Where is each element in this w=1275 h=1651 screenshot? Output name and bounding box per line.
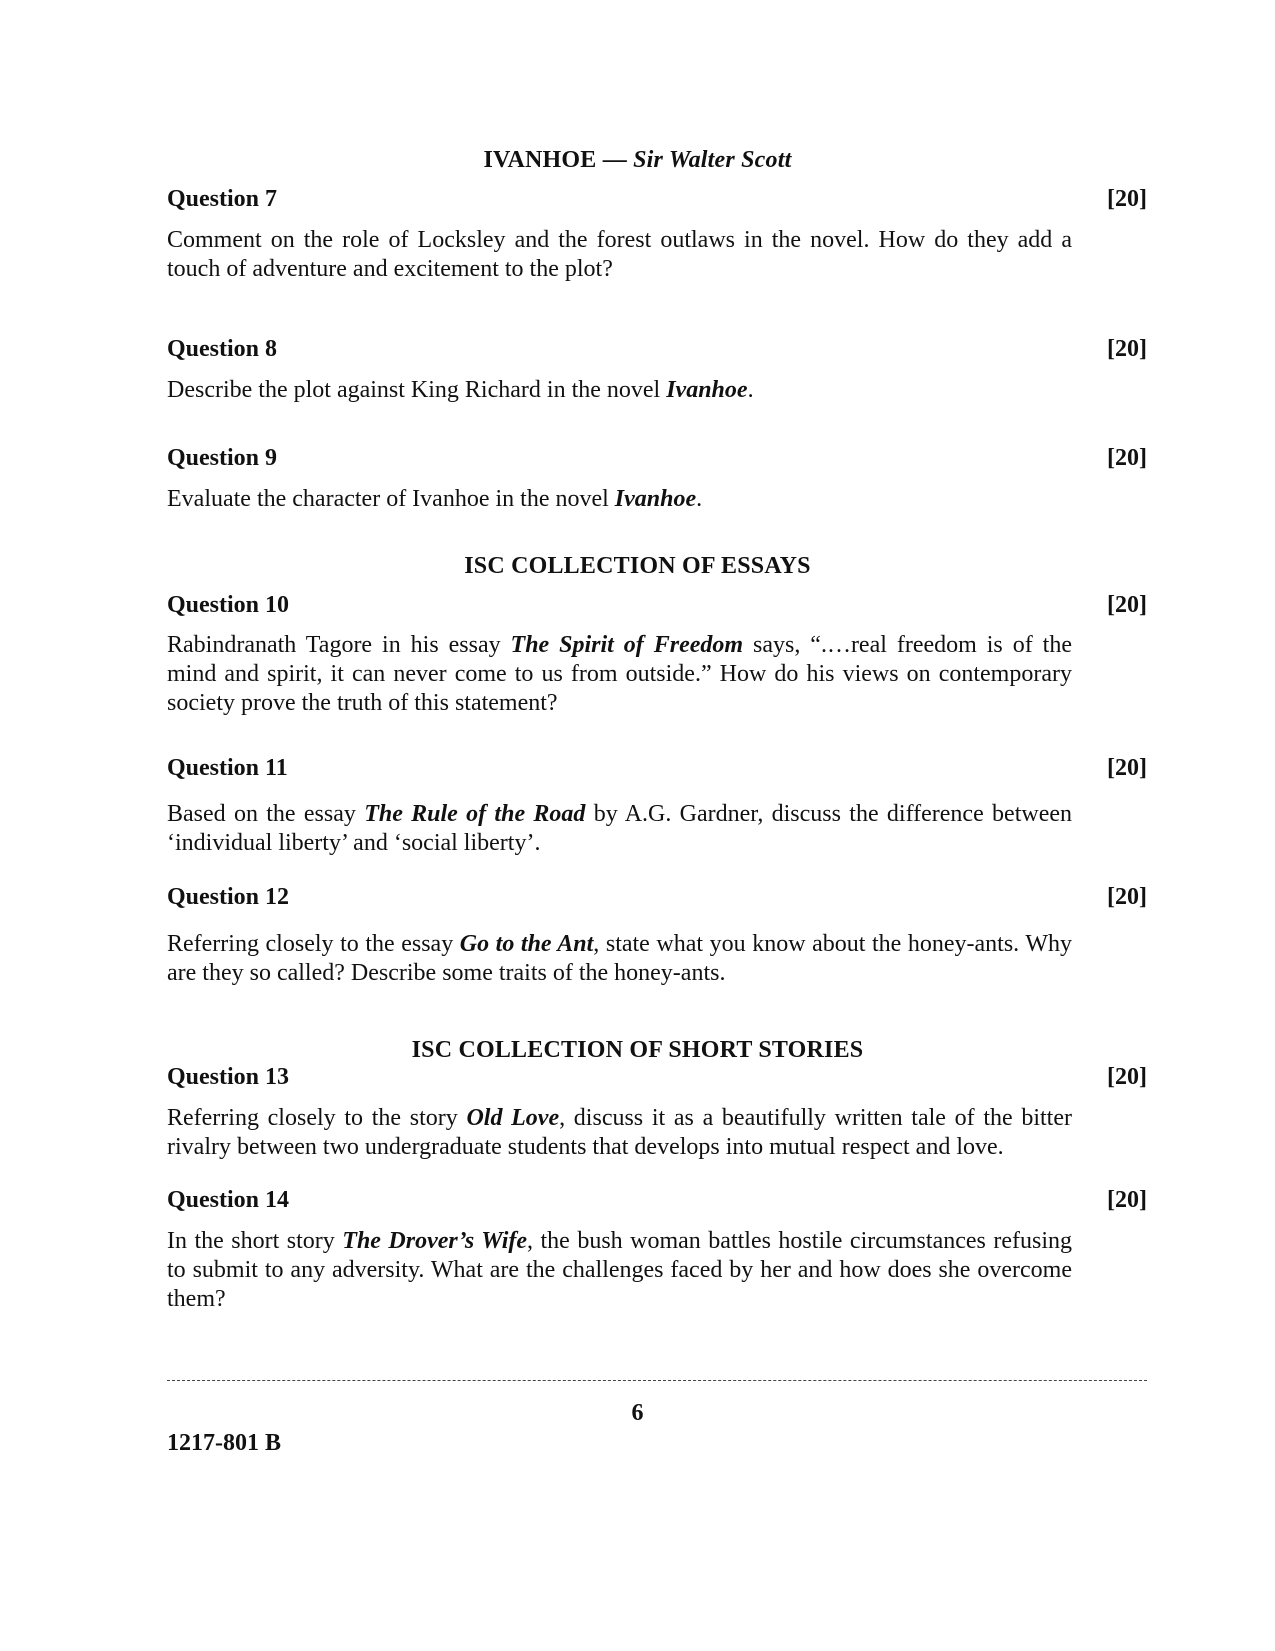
question-8-text: Describe the plot against King Richard in the novel Ivanhoe. xyxy=(167,377,754,403)
question-14-header xyxy=(167,1187,1147,1214)
paper-code: 1217-801 B xyxy=(167,1430,281,1456)
question-marks: [20] xyxy=(1107,445,1147,471)
question-label: Question 12 xyxy=(167,884,290,910)
question-marks: [20] xyxy=(1107,1064,1147,1090)
question-label: Question 8 xyxy=(167,336,278,362)
question-9-header xyxy=(167,445,1147,472)
question-marks: [20] xyxy=(1107,755,1147,781)
section-heading-stories: ISC COLLECTION OF SHORT STORIES xyxy=(411,1037,864,1063)
question-label: Question 9 xyxy=(167,445,278,471)
work-title: The Rule of the Road xyxy=(364,801,586,827)
title-dash: — xyxy=(602,147,627,173)
question-7-header xyxy=(167,186,1147,213)
work-title: The Spirit of Freedom xyxy=(510,632,744,658)
footer-separator xyxy=(167,1380,1147,1381)
question-9-text: Evaluate the character of Ivanhoe in the novel Ivanhoe. xyxy=(167,486,703,512)
page-number: 6 xyxy=(631,1400,644,1426)
question-label: Question 7 xyxy=(167,186,278,212)
question-marks: [20] xyxy=(1107,592,1147,618)
question-marks: [20] xyxy=(1107,336,1147,362)
question-marks: [20] xyxy=(1107,884,1147,910)
section-title: IVANHOE xyxy=(483,147,597,173)
question-label: Question 13 xyxy=(167,1064,290,1090)
question-12-text: Referring closely to the essay Go to the Ant, state what you know about the honey-ants. Why are they so called? Describe some traits of the honey-ants. xyxy=(167,931,1072,986)
work-title: Go to the Ant xyxy=(459,931,594,957)
question-7-text: Comment on the role of Locksley and the forest outlaws in the novel. How do they add a touch of adventure and excitement to the plot? xyxy=(167,227,1072,282)
question-8-header xyxy=(167,336,1147,363)
work-title: Ivanhoe xyxy=(666,377,748,403)
question-13-header xyxy=(167,1064,1147,1091)
question-label: Question 10 xyxy=(167,592,290,618)
question-14-text: In the short story The Drover’s Wife, the bush woman battles hostile circumstances refusing to submit to any adversity. What are the challenges faced by her and how does she overcome them? xyxy=(167,1228,1072,1312)
section-heading-ivanhoe xyxy=(0,147,1275,174)
question-13-text: Referring closely to the story Old Love, discuss it as a beautifully written tale of the bitter rivalry between two undergraduate students that develops into mutual respect and love. xyxy=(167,1105,1072,1160)
question-marks: [20] xyxy=(1107,1187,1147,1213)
question-label: Question 11 xyxy=(167,755,288,781)
question-11-text: Based on the essay The Rule of the Road by A.G. Gardner, discuss the difference between ‘individual liberty’ and ‘social liberty’. xyxy=(167,801,1072,856)
work-title: Old Love xyxy=(466,1105,560,1131)
question-marks: [20] xyxy=(1107,186,1147,212)
question-10-text: Rabindranath Tagore in his essay The Spirit of Freedom says, “.…real freedom is of the mind and spirit, it can never come to us from outside.” How do his views on contemporary society prove the truth of this statement? xyxy=(167,632,1072,716)
section-heading-essays: ISC COLLECTION OF ESSAYS xyxy=(464,553,811,579)
question-10-header xyxy=(167,592,1147,619)
work-title: Ivanhoe xyxy=(614,486,697,512)
question-11-header xyxy=(167,755,1147,782)
question-12-header xyxy=(167,884,1147,911)
work-title: The Drover’s Wife xyxy=(342,1228,528,1254)
section-author: Sir Walter Scott xyxy=(633,147,792,173)
question-label: Question 14 xyxy=(167,1187,290,1213)
